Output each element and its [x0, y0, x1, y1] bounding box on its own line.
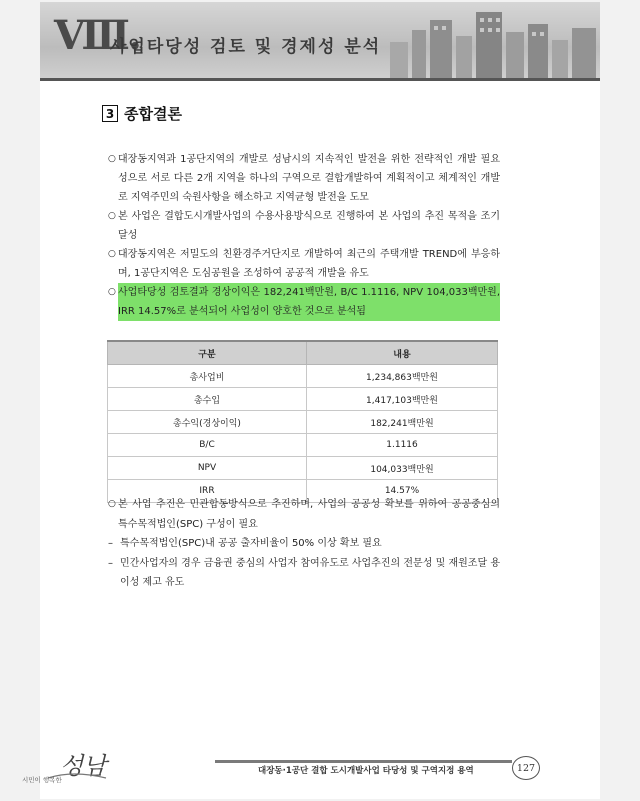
logo-slogan: 시민이 행복한: [22, 776, 62, 784]
table-row: [108, 388, 498, 411]
bullet-text: 사업타당성 검토결과 경상이익은 182,241백만원, B/C 1.1116, NPV 104,033백만원, IRR 14.57%로 분석되어 사업성이 양호한 것으로 분석됨: [118, 283, 500, 321]
bullet-item: [108, 495, 500, 534]
table-cell-label: B/C: [108, 434, 307, 457]
dash-mark: –: [108, 557, 113, 569]
chapter-banner: [40, 2, 600, 78]
bullet-mark: ○: [108, 499, 116, 509]
bullet-item: [108, 150, 500, 207]
table-header-cell: 내용: [307, 341, 498, 365]
dash-mark: –: [108, 538, 113, 549]
table-cell-value: 1.1116: [307, 434, 498, 457]
section-heading: [102, 103, 182, 124]
table-cell-value: 182,241백만원: [307, 411, 498, 434]
banner-divider: [40, 78, 600, 81]
table-cell-value: 1,234,863백만원: [307, 365, 498, 388]
footer-document-title: 대장동·1공단 결합 도시개발사업 타당성 및 구역지정 용역: [258, 766, 474, 776]
table-cell-label: 총수입: [108, 388, 307, 411]
implementation-notes: [108, 495, 500, 593]
table-cell-label: 총사업비: [108, 365, 307, 388]
chapter-number: Ⅷ.: [54, 12, 140, 59]
table-cell-value: 104,033백만원: [307, 457, 498, 480]
table-cell-label: 총수익(경상이익): [108, 411, 307, 434]
bullet-mark: ○: [108, 287, 116, 297]
table-row: [108, 411, 498, 434]
bullet-text: 대장동지역은 저밀도의 친환경주거단지로 개발하여 최근의 주택개발 TREND에 부응하며, 1공단지역은 도심공원을 조성하여 공공적 개발을 유도: [118, 249, 500, 279]
table-row: [108, 457, 498, 480]
bullet-item: [108, 245, 500, 283]
section-number: 3: [102, 105, 118, 122]
bullet-mark: ○: [108, 249, 116, 259]
bullet-item: [108, 207, 500, 245]
chapter-title: 사업타당성 검토 및 경제성 분석: [110, 37, 382, 57]
page-number: 127: [512, 756, 540, 780]
table-row: [108, 365, 498, 388]
table-cell-value: 14.57%: [307, 480, 498, 503]
sub-item: [108, 554, 500, 593]
footer-divider: [215, 760, 512, 763]
sub-item-text: 특수목적법인(SPC)내 공공 출자비율이 50% 이상 확보 필요: [120, 538, 382, 549]
bullet-text: 본 사업 추진은 민관합동방식으로 추진하며, 사업의 공공성 확보를 위하여 공공중심의 특수목적법인(SPC) 구성이 필요: [118, 499, 500, 530]
table-cell-value: 1,417,103백만원: [307, 388, 498, 411]
logo-text: 성남: [60, 752, 107, 780]
table-header-row: [108, 341, 498, 365]
bullet-mark: ○: [108, 154, 116, 164]
table-cell-label: NPV: [108, 457, 307, 480]
bullet-text: 대장동지역과 1공단지역의 개발로 성남시의 지속적인 발전을 위한 전략적인 개발 필요성으로 서로 다른 2개 지역을 하나의 구역으로 결합개발하여 계획적이고 체계적인 개발로 지역주민의 숙원사항을 해소하고 지역균형 발전을 도모: [118, 154, 500, 203]
bullet-mark: ○: [108, 211, 116, 221]
highlighted-bullet-item: [108, 283, 500, 321]
section-title: 종합결론: [124, 105, 182, 123]
sub-item: [108, 534, 500, 554]
table-row: [108, 434, 498, 457]
table-cell-label: IRR: [108, 480, 307, 503]
conclusion-bullets: [108, 150, 500, 321]
table-header-cell: 구분: [108, 341, 307, 365]
summary-table: [107, 340, 498, 503]
sub-item-text: 민간사업자의 경우 금융권 중심의 사업자 참여유도로 사업추진의 전문성 및 재원조달 용이성 제고 유도: [120, 557, 500, 588]
city-skyline-image: [380, 2, 600, 78]
bullet-text: 본 사업은 결합도시개발사업의 수용사용방식으로 진행하여 본 사업의 추진 목적을 조기 달성: [118, 211, 500, 241]
